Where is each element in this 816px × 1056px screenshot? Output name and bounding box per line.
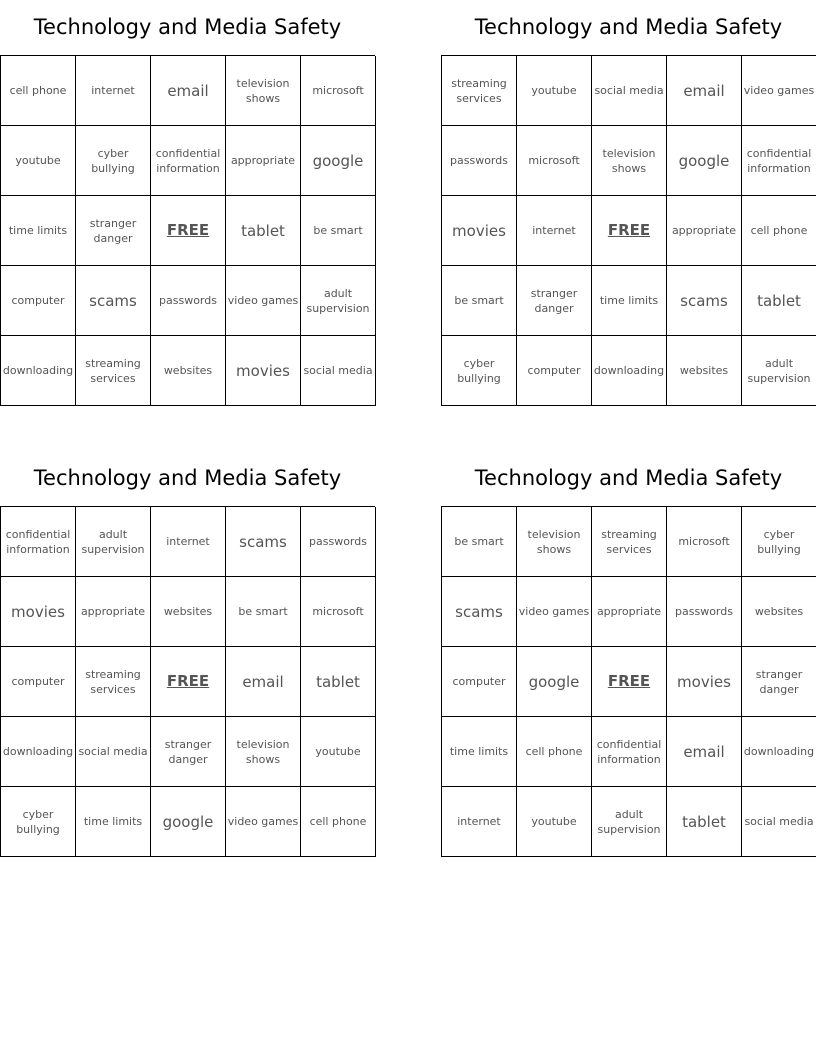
bingo-cell: passwords [301, 507, 376, 577]
bingo-cell: cyber bullying [76, 126, 151, 196]
bingo-grid [441, 55, 816, 406]
bingo-cell: email [667, 717, 742, 787]
bingo-cell: downloading [1, 717, 76, 787]
bingo-cell: internet [517, 196, 592, 266]
bingo-cell: appropriate [592, 577, 667, 647]
bingo-cell: stranger danger [76, 196, 151, 266]
bingo-cell: websites [667, 336, 742, 406]
free-space: FREE [592, 647, 667, 717]
bingo-cell: time limits [76, 787, 151, 857]
bingo-cell: microsoft [301, 56, 376, 126]
bingo-cell: google [667, 126, 742, 196]
bingo-cell: movies [442, 196, 517, 266]
bingo-cell: time limits [592, 266, 667, 336]
bingo-cell: movies [226, 336, 301, 406]
bingo-cell: scams [76, 266, 151, 336]
bingo-card-3 [0, 451, 375, 857]
bingo-cell: passwords [667, 577, 742, 647]
bingo-cell: adult supervision [301, 266, 376, 336]
bingo-cell: google [301, 126, 376, 196]
bingo-cell: be smart [301, 196, 376, 266]
bingo-cell: tablet [742, 266, 816, 336]
bingo-cell: appropriate [76, 577, 151, 647]
bingo-cell: social media [301, 336, 376, 406]
bingo-cell: adult supervision [76, 507, 151, 577]
bingo-card-4 [441, 451, 816, 857]
bingo-cell: movies [1, 577, 76, 647]
bingo-cell: cell phone [301, 787, 376, 857]
card-title: Technology and Media Safety [33, 466, 342, 490]
bingo-card-1 [0, 0, 375, 406]
bingo-cell: youtube [1, 126, 76, 196]
bingo-cell: computer [442, 647, 517, 717]
bingo-cell: television shows [226, 56, 301, 126]
bingo-cell: cyber bullying [742, 507, 816, 577]
bingo-cell: computer [1, 647, 76, 717]
free-space: FREE [592, 196, 667, 266]
bingo-cell: microsoft [517, 126, 592, 196]
bingo-cell: video games [517, 577, 592, 647]
bingo-cell: stranger danger [151, 717, 226, 787]
bingo-cell: social media [592, 56, 667, 126]
bingo-cell: internet [76, 56, 151, 126]
bingo-cell: confidential information [592, 717, 667, 787]
bingo-cell: youtube [517, 56, 592, 126]
bingo-cell: scams [226, 507, 301, 577]
bingo-cell: microsoft [301, 577, 376, 647]
free-space: FREE [151, 647, 226, 717]
bingo-cell: streaming services [442, 56, 517, 126]
bingo-cell: streaming services [592, 507, 667, 577]
bingo-cell: email [667, 56, 742, 126]
bingo-cell: internet [151, 507, 226, 577]
bingo-cell: tablet [667, 787, 742, 857]
bingo-cell: computer [1, 266, 76, 336]
bingo-cell: stranger danger [517, 266, 592, 336]
bingo-cell: scams [667, 266, 742, 336]
bingo-cell: youtube [301, 717, 376, 787]
bingo-cell: cyber bullying [442, 336, 517, 406]
bingo-cell: websites [742, 577, 816, 647]
bingo-cell: cell phone [742, 196, 816, 266]
bingo-cell: downloading [742, 717, 816, 787]
bingo-cell: adult supervision [592, 787, 667, 857]
bingo-cell: downloading [592, 336, 667, 406]
bingo-cell: social media [76, 717, 151, 787]
bingo-cell: time limits [442, 717, 517, 787]
bingo-cell: television shows [517, 507, 592, 577]
bingo-cell: be smart [442, 507, 517, 577]
bingo-cell: passwords [151, 266, 226, 336]
bingo-cell: tablet [226, 196, 301, 266]
bingo-cell: cyber bullying [1, 787, 76, 857]
bingo-cell: video games [226, 266, 301, 336]
bingo-grid [0, 55, 375, 406]
bingo-cell: be smart [442, 266, 517, 336]
bingo-cell: confidential information [742, 126, 816, 196]
bingo-cell: google [517, 647, 592, 717]
bingo-cell: email [151, 56, 226, 126]
bingo-cell: social media [742, 787, 816, 857]
bingo-cell: stranger danger [742, 647, 816, 717]
bingo-cell: television shows [592, 126, 667, 196]
bingo-cell: confidential information [1, 507, 76, 577]
bingo-grid [441, 506, 816, 857]
bingo-cell: appropriate [667, 196, 742, 266]
bingo-cell: youtube [517, 787, 592, 857]
card-title: Technology and Media Safety [33, 15, 342, 39]
bingo-cell: time limits [1, 196, 76, 266]
bingo-cell: television shows [226, 717, 301, 787]
bingo-cell: cell phone [1, 56, 76, 126]
card-title: Technology and Media Safety [474, 466, 783, 490]
bingo-card-2 [441, 0, 816, 406]
bingo-cell: movies [667, 647, 742, 717]
bingo-cell: streaming services [76, 336, 151, 406]
bingo-cell: email [226, 647, 301, 717]
bingo-cell: scams [442, 577, 517, 647]
bingo-cell: microsoft [667, 507, 742, 577]
bingo-cell: adult supervision [742, 336, 816, 406]
bingo-cell: cell phone [517, 717, 592, 787]
bingo-cell: downloading [1, 336, 76, 406]
bingo-cell: internet [442, 787, 517, 857]
free-space: FREE [151, 196, 226, 266]
bingo-cell: appropriate [226, 126, 301, 196]
bingo-cell: be smart [226, 577, 301, 647]
bingo-cell: video games [226, 787, 301, 857]
bingo-grid [0, 506, 375, 857]
bingo-cell: google [151, 787, 226, 857]
card-title: Technology and Media Safety [474, 15, 783, 39]
bingo-cell: video games [742, 56, 816, 126]
bingo-cell: websites [151, 577, 226, 647]
bingo-cell: websites [151, 336, 226, 406]
bingo-cell: tablet [301, 647, 376, 717]
bingo-cell: confidential information [151, 126, 226, 196]
bingo-cell: passwords [442, 126, 517, 196]
bingo-cell: streaming services [76, 647, 151, 717]
bingo-cell: computer [517, 336, 592, 406]
